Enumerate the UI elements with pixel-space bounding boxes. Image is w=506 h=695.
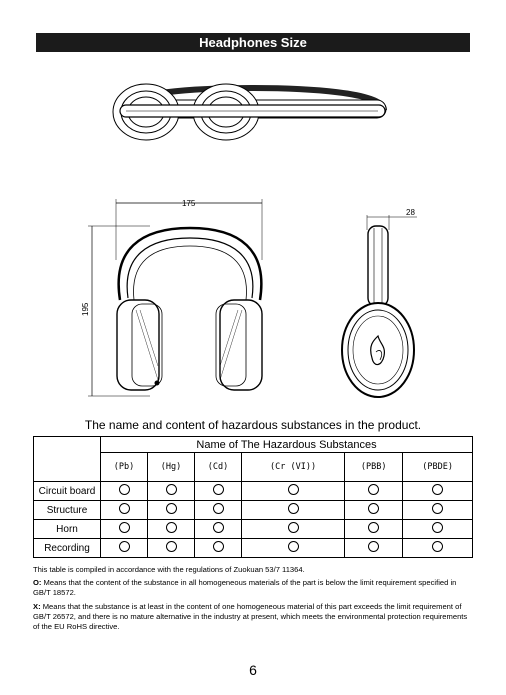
o-definition: O: Means that the content of the substance in all homogeneous materials of the part is below the limit requirement specified in GB/T 18572. <box>33 578 457 598</box>
circle-mark-icon <box>288 503 299 514</box>
top-view-drawing <box>113 84 386 140</box>
column-header-cd: (Cd) <box>195 453 242 482</box>
column-header-hg: (Hg) <box>148 453 195 482</box>
table-corner-cell <box>34 437 101 482</box>
compliance-note: This table is compiled in accordance with the regulations of Zuokuan 53/7 11364. <box>33 565 305 574</box>
row-label: Horn <box>34 520 101 539</box>
circle-mark-icon <box>368 503 379 514</box>
circle-mark-icon <box>368 541 379 552</box>
hazard-table-caption: The name and content of hazardous substances in the product. <box>84 418 422 432</box>
height-dimension-label: 195 <box>81 302 90 316</box>
circle-mark-icon <box>119 503 130 514</box>
table-row <box>34 520 473 539</box>
table-notes <box>33 565 473 635</box>
circle-mark-icon <box>166 541 177 552</box>
x-definition: X: Means that the substance is at least in the content of one homogeneous material of this part exceeds the limit requirement of GB/T 26572, and there is no mature alternative in the industry at present, which meets the environmental protection requirements of the EU RoHS directive. <box>33 601 468 632</box>
column-header-pb: (Pb) <box>101 453 148 482</box>
circle-mark-icon <box>368 522 379 533</box>
column-header-pbb: (PBB) <box>345 453 403 482</box>
circle-mark-icon <box>119 484 130 495</box>
circle-mark-icon <box>166 503 177 514</box>
depth-dimension-label: 28 <box>406 208 415 217</box>
circle-mark-icon <box>166 522 177 533</box>
page-title-banner: Headphones Size <box>36 33 470 52</box>
circle-mark-icon <box>432 484 443 495</box>
circle-mark-icon <box>368 484 379 495</box>
circle-mark-icon <box>288 522 299 533</box>
circle-mark-icon <box>288 541 299 552</box>
column-header-pbde: (PBDE) <box>403 453 473 482</box>
table-row <box>34 539 473 558</box>
page-number: 6 <box>249 662 257 678</box>
circle-mark-icon <box>213 503 224 514</box>
table-row <box>34 501 473 520</box>
circle-mark-icon <box>432 503 443 514</box>
circle-mark-icon <box>432 541 443 552</box>
side-view-drawing <box>342 215 417 397</box>
hazardous-substances-table <box>33 436 473 558</box>
circle-mark-icon <box>213 484 224 495</box>
table-group-header: Name of The Hazardous Substances <box>101 437 473 453</box>
column-header-cr6: (Cr (VI)) <box>242 453 345 482</box>
front-view-drawing <box>88 199 262 396</box>
width-dimension-label: 175 <box>182 199 196 208</box>
row-label: Circuit board <box>34 482 101 501</box>
circle-mark-icon <box>432 522 443 533</box>
circle-mark-icon <box>213 541 224 552</box>
circle-mark-icon <box>288 484 299 495</box>
table-row <box>34 482 473 501</box>
circle-mark-icon <box>213 522 224 533</box>
circle-mark-icon <box>119 541 130 552</box>
circle-mark-icon <box>119 522 130 533</box>
row-label: Recording <box>34 539 101 558</box>
row-label: Structure <box>34 501 101 520</box>
circle-mark-icon <box>166 484 177 495</box>
